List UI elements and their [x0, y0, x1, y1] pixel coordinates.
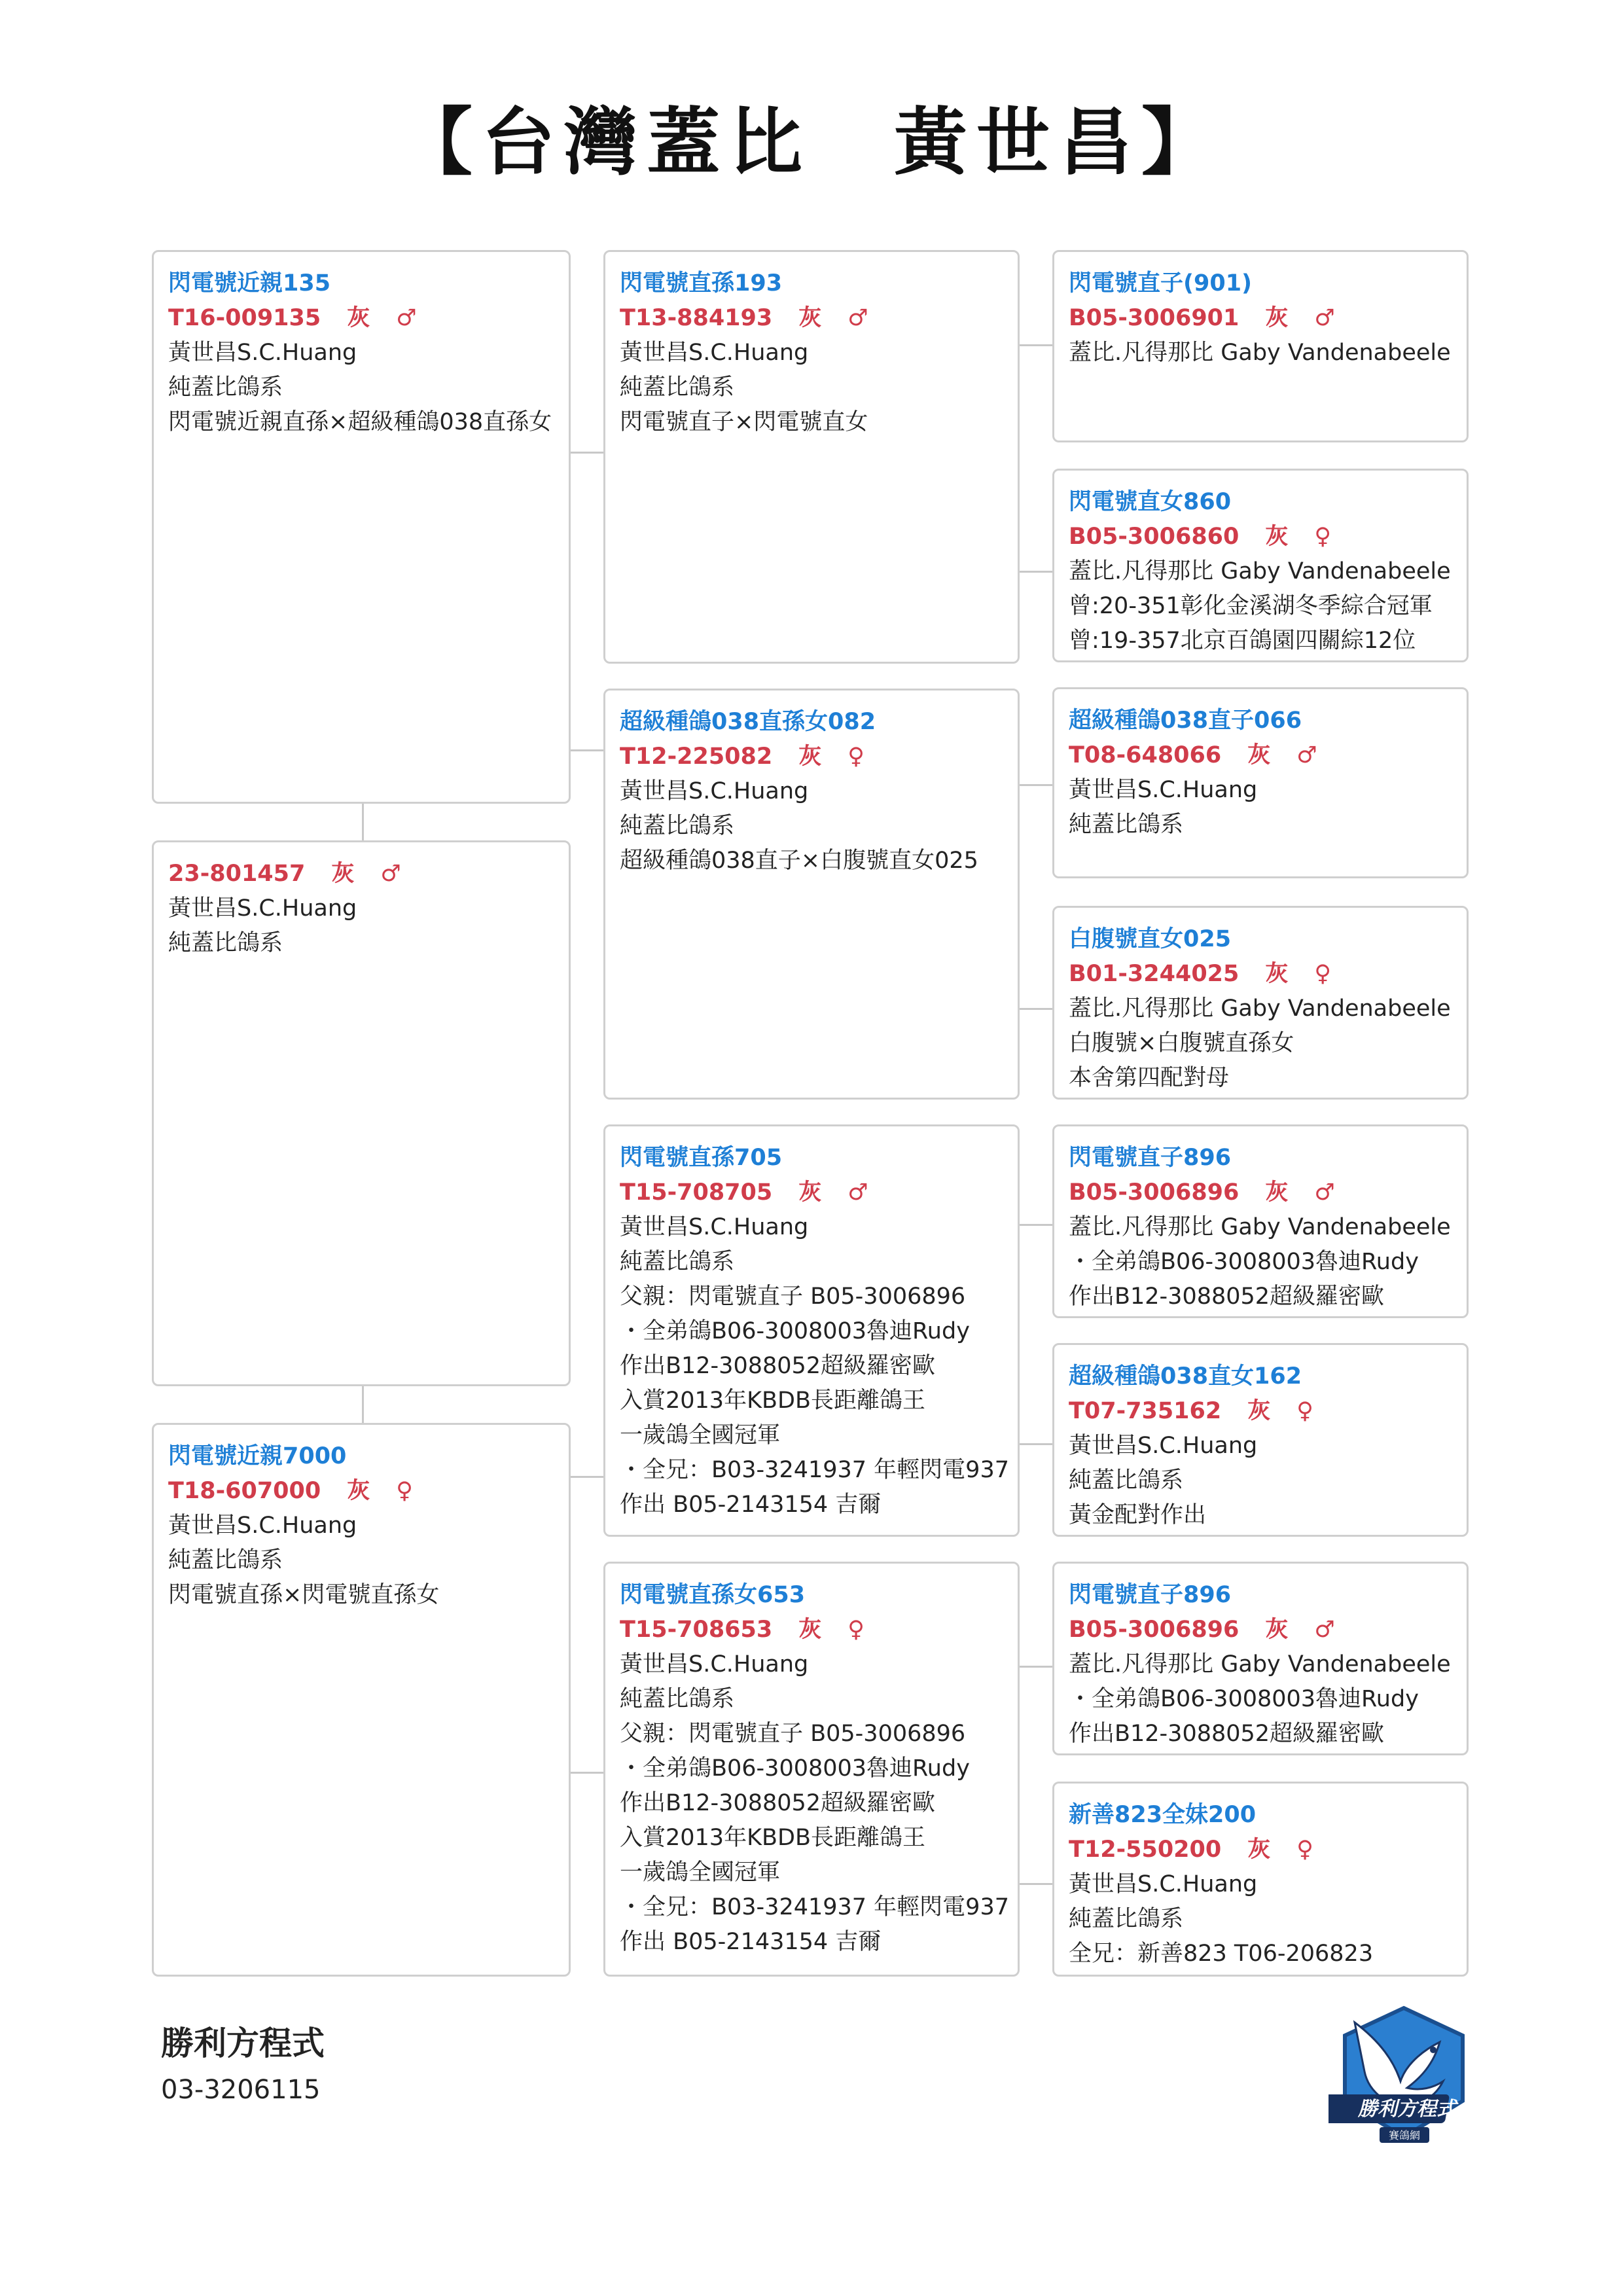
sex-icon: ♂ [847, 1179, 868, 1206]
info-line: 純蓋比鴿系 [620, 813, 735, 839]
plumage-color: 灰 [1247, 1398, 1271, 1424]
plumage-color: 灰 [798, 744, 822, 770]
sex-icon: ♂ [847, 305, 868, 331]
ring-number: T18-607000 [168, 1478, 321, 1504]
ring-line [1069, 301, 1452, 336]
info-line: 入賞2013年KBDB長距離鴿王 [620, 1388, 925, 1414]
pigeon-name: 超級種鴿038直孫女082 [620, 709, 876, 735]
info-line: 作出B12-3088052超級羅密歐 [1069, 1283, 1385, 1310]
logo-subtext: 賽鴿網 [1388, 2129, 1421, 2142]
info-line: 作出B12-3088052超級羅密歐 [620, 1790, 936, 1816]
sex-icon: ♀ [1296, 1837, 1313, 1863]
plumage-color: 灰 [1265, 524, 1289, 550]
pedigree-card-gen3 [1052, 469, 1469, 662]
sex-icon: ♂ [396, 305, 417, 331]
info-line: 作出 B05-2143154 吉爾 [620, 1929, 882, 1955]
ring-number: T07-735162 [1069, 1398, 1222, 1424]
plumage-color: 灰 [1247, 742, 1271, 768]
sex-icon: ♂ [1296, 742, 1317, 768]
pigeon-name: 新善823全妹200 [1069, 1802, 1257, 1828]
info-line: 蓋比.凡得那比 Gaby Vandenabeele [1069, 1214, 1451, 1240]
info-line: 黃世昌S.C.Huang [620, 1214, 809, 1240]
info-line: 純蓋比鴿系 [168, 374, 283, 401]
pedigree-card-gen3 [1052, 250, 1469, 442]
pigeon-name: 閃電號近親7000 [168, 1443, 347, 1469]
info-line: 一歲鴿全國冠軍 [620, 1859, 781, 1886]
footer-brand: 勝利方程式 [161, 2024, 325, 2062]
info-line: ・全弟鴿B06-3008003魯迪Rudy [620, 1755, 970, 1782]
info-line: 純蓋比鴿系 [620, 1249, 735, 1275]
pigeon-name: 閃電號直子(901) [1069, 270, 1253, 296]
connector [1018, 344, 1052, 346]
ring-line [1069, 957, 1452, 992]
ring-number: T08-648066 [1069, 742, 1222, 768]
sex-icon: ♀ [1314, 524, 1332, 550]
info-line: 父親：閃電號直子 B05-3006896 [620, 1283, 966, 1310]
page-title: 【台灣蓋比 黃世昌】 [399, 99, 1224, 185]
connector [1018, 1883, 1052, 1885]
plumage-color: 灰 [1265, 1179, 1289, 1206]
ring-line [1069, 520, 1452, 554]
info-line: 蓋比.凡得那比 Gaby Vandenabeele [1069, 558, 1451, 584]
connector [1018, 1443, 1052, 1445]
sex-icon: ♂ [1314, 1617, 1335, 1643]
pedigree-card-center [152, 840, 571, 1386]
info-line: 純蓋比鴿系 [1069, 812, 1184, 838]
connector [1018, 571, 1052, 573]
info-line: 黃世昌S.C.Huang [1069, 777, 1258, 803]
connector [1018, 1224, 1052, 1226]
info-line: 作出B12-3088052超級羅密歐 [1069, 1721, 1385, 1747]
info-line: 超級種鴿038直子×白腹號直女025 [620, 848, 978, 874]
sex-icon: ♀ [847, 744, 865, 770]
footer-phone: 03-3206115 [161, 2075, 321, 2105]
pedigree-card-gen2 [603, 1124, 1020, 1537]
plumage-color: 灰 [1265, 305, 1289, 331]
plumage-color: 灰 [798, 305, 822, 331]
info-line: 作出B12-3088052超級羅密歐 [620, 1353, 936, 1379]
plumage-color: 灰 [347, 1478, 370, 1504]
info-line: 黃世昌S.C.Huang [168, 1513, 357, 1539]
connector [1018, 1008, 1052, 1010]
logo-graphic [1329, 2003, 1479, 2153]
pigeon-name: 超級種鴿038直女162 [1069, 1363, 1302, 1390]
connector [362, 1386, 364, 1423]
info-line: 一歲鴿全國冠軍 [620, 1422, 781, 1448]
plumage-color: 灰 [798, 1617, 822, 1643]
connector [1018, 784, 1052, 786]
info-line: 黃世昌S.C.Huang [1069, 1433, 1258, 1459]
pedigree-card-gen2 [603, 1562, 1020, 1977]
info-line: 作出 B05-2143154 吉爾 [620, 1492, 882, 1518]
ring-line [620, 1613, 1003, 1647]
ring-number: T15-708705 [620, 1179, 773, 1206]
info-line: 曾:19-357北京百鴿園四關綜12位 [1069, 628, 1416, 654]
pigeon-name: 閃電號直女860 [1069, 489, 1232, 515]
sex-icon: ♂ [1314, 1179, 1335, 1206]
connector [362, 804, 364, 840]
ring-number: T12-550200 [1069, 1837, 1222, 1863]
info-line: 純蓋比鴿系 [168, 930, 283, 956]
ring-number: B05-3006860 [1069, 524, 1240, 550]
ring-number: B05-3006896 [1069, 1179, 1240, 1206]
info-line: 純蓋比鴿系 [620, 1686, 735, 1712]
ring-line [168, 1474, 554, 1509]
ring-line [620, 1175, 1003, 1210]
sex-icon: ♀ [847, 1617, 865, 1643]
info-line: 閃電號近親直孫×超級種鴿038直孫女 [168, 409, 552, 435]
info-line: 閃電號直孫×閃電號直孫女 [168, 1582, 440, 1608]
ring-line [1069, 1613, 1452, 1647]
ring-line [1069, 1833, 1452, 1867]
info-line: 閃電號直子×閃電號直女 [620, 409, 868, 435]
info-line: 黃世昌S.C.Huang [1069, 1871, 1258, 1897]
sex-icon: ♂ [1314, 305, 1335, 331]
ring-number: B05-3006901 [1069, 305, 1240, 331]
ring-line [1069, 1394, 1452, 1429]
info-line: ・全兄：B03-3241937 年輕閃電937 [620, 1894, 1009, 1920]
info-line: 蓋比.凡得那比 Gaby Vandenabeele [1069, 340, 1451, 366]
ring-line [620, 740, 1003, 774]
pigeon-name: 閃電號直孫193 [620, 270, 783, 296]
plumage-color: 灰 [331, 861, 355, 887]
sex-icon: ♀ [396, 1478, 413, 1504]
sex-icon: ♂ [380, 861, 401, 887]
connector [569, 1476, 603, 1478]
info-line: 黃世昌S.C.Huang [168, 340, 357, 366]
pigeon-name: 閃電號直子896 [1069, 1582, 1232, 1608]
pigeon-name: 閃電號直孫女653 [620, 1582, 806, 1608]
ring-line [168, 301, 554, 336]
connector [1018, 1666, 1052, 1668]
plumage-color: 灰 [1265, 1617, 1289, 1643]
info-line: 純蓋比鴿系 [620, 374, 735, 401]
info-line: ・全兄：B03-3241937 年輕閃電937 [620, 1457, 1009, 1483]
sex-icon: ♀ [1314, 961, 1332, 987]
pedigree-card-gen2 [603, 689, 1020, 1100]
ring-number: B01-3244025 [1069, 961, 1240, 987]
plumage-color: 灰 [347, 305, 370, 331]
info-line: 純蓋比鴿系 [168, 1547, 283, 1573]
info-line: 黃金配對作出 [1069, 1502, 1207, 1528]
pigeon-name: 閃電號直孫705 [620, 1145, 783, 1171]
connector [569, 452, 603, 454]
pedigree-card-subject [152, 250, 571, 804]
info-line: 曾:20-351彰化金溪湖冬季綜合冠軍 [1069, 593, 1433, 619]
ring-number: T15-708653 [620, 1617, 773, 1643]
pedigree-card-gen3 [1052, 1562, 1469, 1755]
info-line: 白腹號×白腹號直孫女 [1069, 1030, 1294, 1056]
pigeon-name: 閃電號近親135 [168, 270, 331, 296]
info-line: 純蓋比鴿系 [1069, 1467, 1184, 1494]
info-line: ・全弟鴿B06-3008003魯迪Rudy [1069, 1686, 1419, 1712]
ring-number: T13-884193 [620, 305, 773, 331]
plumage-color: 灰 [1265, 961, 1289, 987]
ring-number: T16-009135 [168, 305, 321, 331]
pedigree-card-gen3 [1052, 1343, 1469, 1537]
info-line: 黃世昌S.C.Huang [168, 895, 357, 922]
plumage-color: 灰 [1247, 1837, 1271, 1863]
ring-line [1069, 1175, 1452, 1210]
connector [569, 749, 603, 751]
info-line: 純蓋比鴿系 [1069, 1906, 1184, 1932]
info-line: 黃世昌S.C.Huang [620, 778, 809, 804]
logo-text: 勝利方程式 [1358, 2098, 1456, 2121]
pedigree-card-gen2 [603, 250, 1020, 664]
pigeon-name: 超級種鴿038直子066 [1069, 708, 1302, 734]
pigeon-name: 白腹號直女025 [1069, 926, 1232, 952]
pedigree-card-gen3 [1052, 1124, 1469, 1318]
info-line: 黃世昌S.C.Huang [620, 1651, 809, 1677]
info-line: 蓋比.凡得那比 Gaby Vandenabeele [1069, 996, 1451, 1022]
pedigree-card-dam [152, 1423, 571, 1977]
info-line: 本舍第四配對母 [1069, 1065, 1230, 1091]
ring-line [620, 301, 1003, 336]
pigeon-shield-logo [1329, 2003, 1479, 2153]
info-line: ・全弟鴿B06-3008003魯迪Rudy [1069, 1249, 1419, 1275]
info-line: 入賞2013年KBDB長距離鴿王 [620, 1825, 925, 1851]
ring-number: 23-801457 [168, 861, 306, 887]
info-line: 全兄：新善823 T06-206823 [1069, 1941, 1374, 1967]
pedigree-card-gen3 [1052, 906, 1469, 1100]
info-line: ・全弟鴿B06-3008003魯迪Rudy [620, 1318, 970, 1344]
ring-number: T12-225082 [620, 744, 773, 770]
info-line: 父親：閃電號直子 B05-3006896 [620, 1721, 966, 1747]
sex-icon: ♀ [1296, 1398, 1313, 1424]
info-line: 黃世昌S.C.Huang [620, 340, 809, 366]
info-line: 蓋比.凡得那比 Gaby Vandenabeele [1069, 1651, 1451, 1677]
pigeon-name: 閃電號直子896 [1069, 1145, 1232, 1171]
pedigree-card-gen3 [1052, 1782, 1469, 1977]
connector [569, 1772, 603, 1774]
pedigree-card-gen3 [1052, 687, 1469, 878]
ring-number: B05-3006896 [1069, 1617, 1240, 1643]
ring-line [168, 857, 554, 891]
ring-line [1069, 738, 1452, 773]
plumage-color: 灰 [798, 1179, 822, 1206]
